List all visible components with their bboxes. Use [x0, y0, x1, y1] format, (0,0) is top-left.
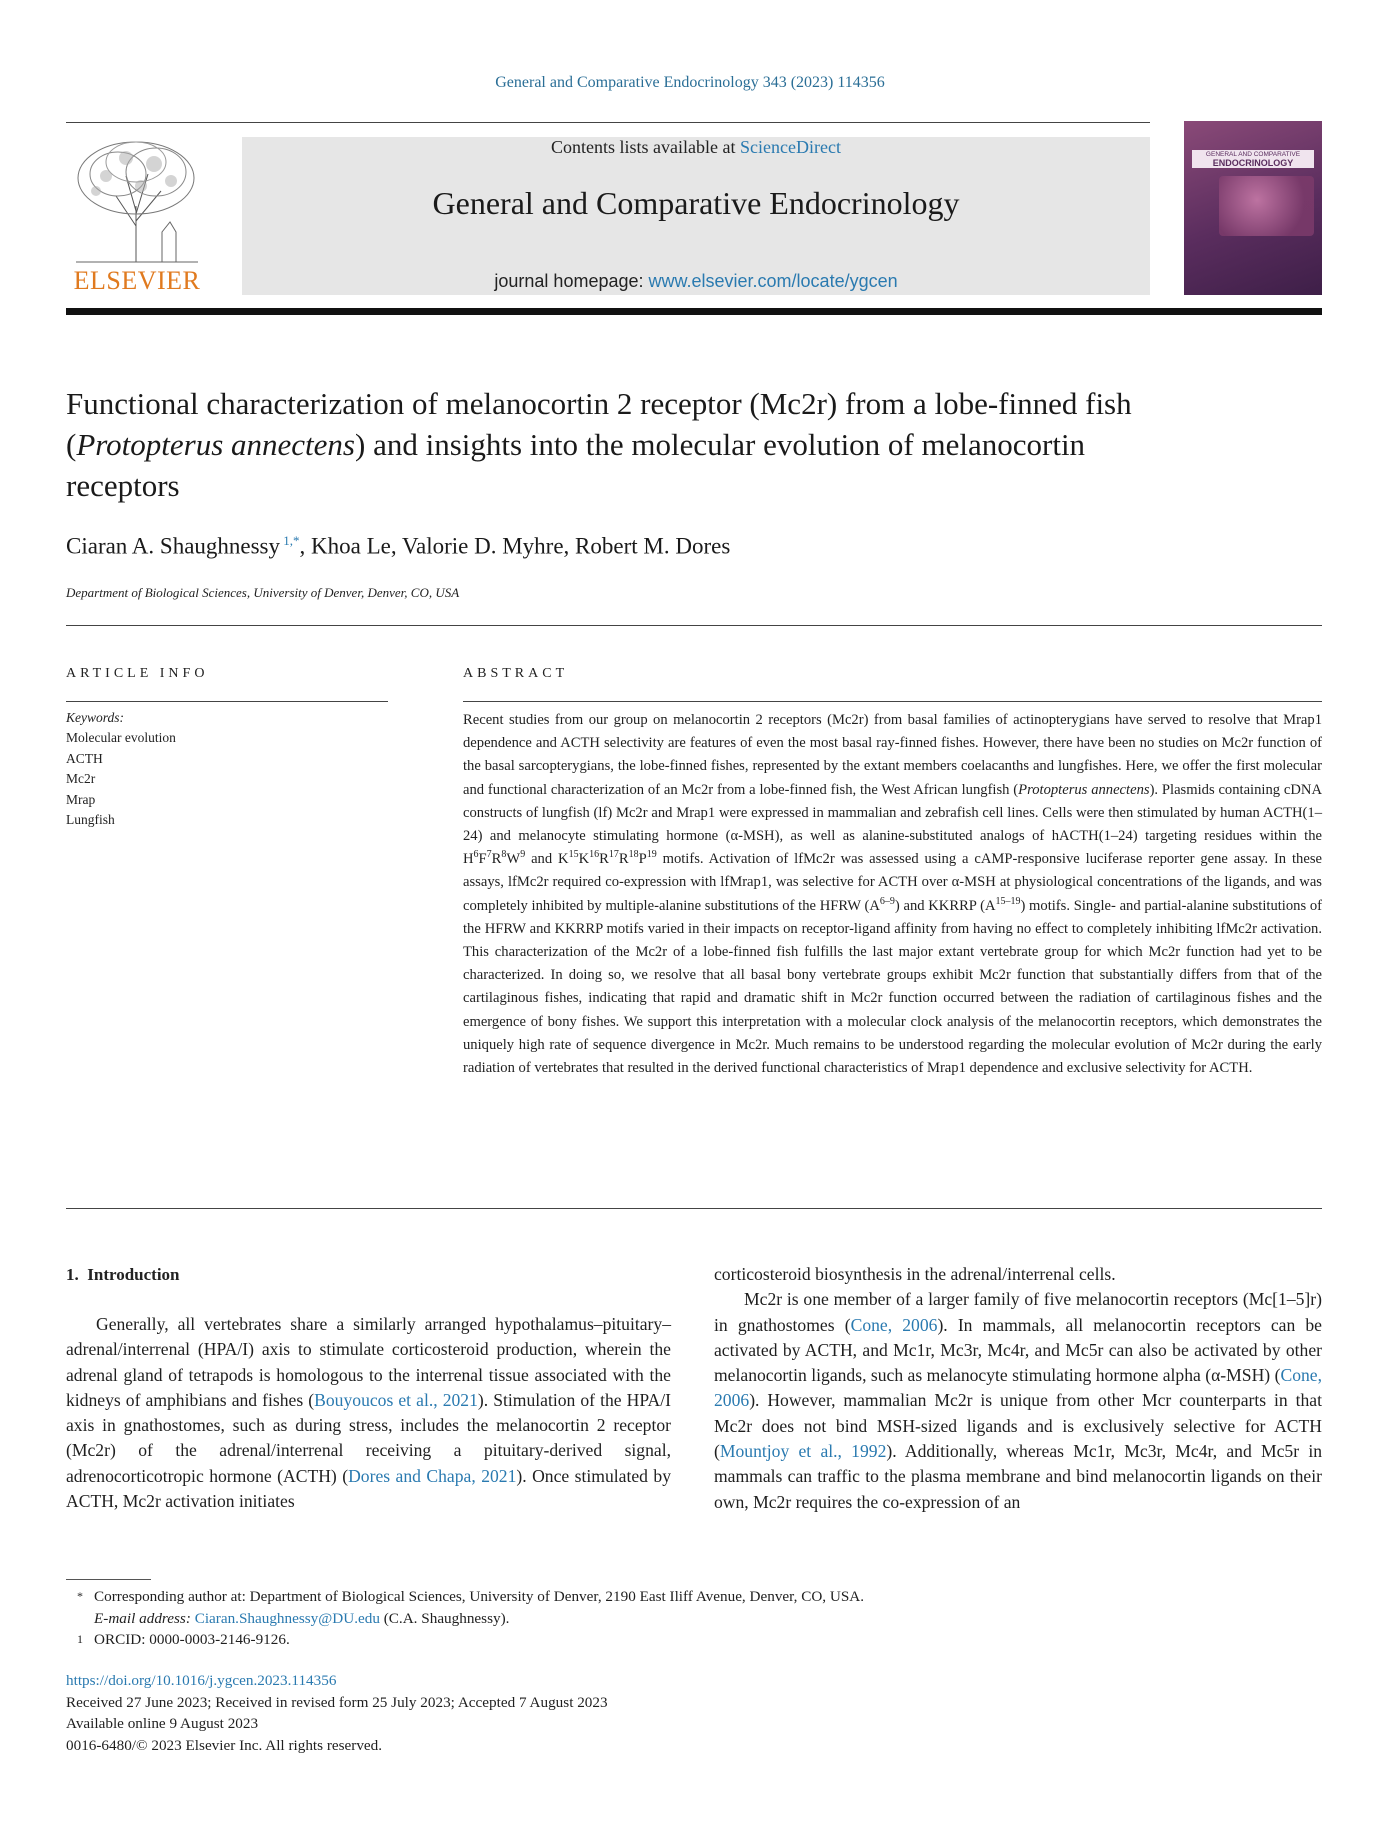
contents-line	[242, 137, 1150, 158]
abstract-text: ) motifs. Single- and partial-alanine substitutions of the HFRW and KKRRP motifs varied in their impacts on receptor-ligand affinity from having no effect to completely inhibiting lfMc2r activation. This characterization of the Mc2r of a lobe-finned fish fulfills the last major extant vertebrate group for which Mc2r function had yet to be characterized. In doing so, we resolve that all basal bony vertebrate groups exhibit Mc2r function that substantially differs from that of the cartilaginous fishes, indicating that rapid and dramatic shift in Mc2r function occurred between the radiation of cartilaginous fishes and the emergence of bony fishes. We support this interpretation with a molecular clock analysis of the melanocortin receptors, which demonstrates the uniquely high rate of sequence divergence in Mc2r. Much remains to be understood regarding the molecular evolution of Mc2r during the early radiation of vertebrates that resulted in the derived functional characteristics of Mrap1 dependence and exclusive selectivity for ACTH.	[463, 897, 1322, 1077]
keyword: Mrap	[66, 791, 96, 807]
journal-masthead	[242, 137, 1150, 295]
elsevier-wordmark: ELSEVIER	[73, 266, 201, 295]
abstract-heading: ABSTRACT	[463, 666, 569, 681]
cover-line1: GENERAL AND COMPARATIVE	[1205, 151, 1301, 158]
keyword: ACTH	[66, 750, 103, 766]
footnote-rule	[66, 1579, 151, 1580]
homepage-prefix: journal homepage:	[494, 271, 649, 291]
journal-title: General and Comparative Endocrinology	[432, 185, 960, 221]
cover-title-box	[1192, 150, 1314, 168]
keyword: Mc2r	[66, 771, 96, 786]
author-name[interactable]: Khoa Le	[311, 533, 391, 559]
title-species: Protopterus annectens	[76, 427, 355, 462]
footnote-corresponding: * Corresponding author at: Department of Biological Sciences, University of Denver, 2190 East Iliff Avenue, Denver, CO, USA.	[77, 1588, 865, 1605]
received-dates: Received 27 June 2023; Received in revised form 25 July 2023; Accepted 7 August 2023	[66, 1693, 608, 1711]
citation-link[interactable]: Mountjoy et al., 1992	[719, 1441, 887, 1462]
author-name[interactable]: Ciaran A. Shaughnessy	[66, 533, 281, 559]
journal-cover-thumbnail[interactable]	[1184, 121, 1322, 295]
homepage-line	[242, 271, 1150, 292]
author-marks[interactable]: 1,*	[283, 533, 300, 548]
section-heading-introduction: 1. Introduction	[66, 1265, 180, 1284]
intro-right-column	[714, 1262, 1322, 1515]
title-part2: ) and insights into the molecular evolution of melanocortin receptors	[66, 427, 1086, 503]
tree-emblem-icon	[66, 136, 208, 264]
front-matter	[66, 1670, 608, 1756]
copyright: 0016-6480/© 2023 Elsevier Inc. All rights reserved.	[66, 1736, 383, 1754]
keyword: Lungfish	[66, 812, 115, 827]
intro-paragraph: Generally, all vertebrates share a similarly arranged hypothalamus–pituitary–adrenal/interrenal (HPA/I) axis to stimulate corticosteroid production, wherein the adrenal gland of tetrapods is homologous to the interrenal tissue associated with the kidneys of amphibians and fishes (Bouyoucos et al., 2021). Stimulation of the HPA/I axis in gnathostomes, such as during stress, includes the melanocortin 2 receptor (Mc2r) of the adrenal/interrenal receiving a pituitary-derived signal, adrenocorticotropic hormone (ACTH) (Dores and Chapa, 2021). Once stimulated by ACTH, Mc2r activation initiates	[66, 1314, 671, 1512]
header-rule	[66, 122, 1150, 123]
cover-line2: ENDOCRINOLOGY	[1212, 158, 1294, 168]
citation-link[interactable]: Bouyoucos et al., 2021	[314, 1389, 478, 1410]
contents-prefix: Contents lists available at	[551, 137, 740, 157]
citation-link[interactable]: Cone, 2006	[850, 1314, 938, 1335]
abstract-text: ) and KKRRP (A	[894, 897, 996, 914]
keywords-list	[66, 728, 176, 831]
author-list: Ciaran A. Shaughnessy $^{1,*}$, Khoa Le, Valorie D. Myhre, Robert M. Dores	[66, 533, 731, 559]
title-part1: Functional characterization of melanocortin 2 receptor (Mc2r) from a lobe-finned fish (	[66, 386, 1132, 462]
author-name[interactable]: Robert M. Dores	[575, 533, 731, 559]
citation-link[interactable]: Cone, 2006	[714, 1365, 1322, 1411]
footnote-orcid: 1 ORCID: 0000-0003-2146-9126.	[77, 1631, 290, 1648]
affiliation: Department of Biological Sciences, University of Denver, Denver, CO, USA	[66, 585, 460, 600]
paper-title	[66, 383, 1146, 506]
abstract-text: motifs. Activation of lfMc2r was assessed using a cAMP-responsive luciferase reporter gene assay. In these assays, lfMc2r required co-expression with lfMrap1, was selective for ACTH over α-MSH at physiological concentrations of the ligands, and was completely inhibited by multiple-alanine substitutions of the HFRW (A	[463, 851, 1322, 914]
author-name[interactable]: Valorie D. Myhre	[401, 533, 564, 559]
section-rule	[66, 625, 1322, 626]
doi-link[interactable]: https://doi.org/10.1016/j.ygcen.2023.114356	[66, 1672, 337, 1689]
homepage-link[interactable]: www.elsevier.com/locate/ygcen	[648, 271, 898, 291]
header-thick-rule	[66, 308, 1322, 315]
intro-paragraph: Mc2r is one member of a larger family of five melanocortin receptors (Mc[1–5]r) in gnathostomes (Cone, 2006). In mammals, all melanocortin receptors can be activated by ACTH, and Mc1r, Mc3r, Mc4r, and Mc5r can also be activated by other melanocortin ligands, such as melanocyte stimulating hormone alpha (α-MSH) (Cone, 2006). However, mammalian Mc2r is unique from other Mcr counterparts in that Mc2r does not bind MSH-sized ligands and is exclusively selective for ACTH (Mountjoy et al., 1992). Additionally, whereas Mc1r, Mc3r, Mc4r, and Mc5r in mammals can traffic to the plasma membrane and bind melanocortin ligands on their own, Mc2r requires the co-expression of an	[714, 1289, 1323, 1512]
journal-reference[interactable]: General and Comparative Endocrinology 343 (2023) 114356	[495, 74, 885, 91]
article-info-rule	[66, 701, 388, 702]
available-date: Available online 9 August 2023	[66, 1715, 259, 1732]
sciencedirect-link[interactable]: ScienceDirect	[740, 137, 841, 157]
cover-image	[1219, 176, 1314, 236]
keywords-label: Keywords:	[66, 710, 124, 725]
intro-paragraph: corticosteroid biosynthesis in the adrenal/interrenal cells.	[714, 1264, 1116, 1284]
abstract-rule	[463, 701, 1322, 702]
abstract-text: Recent studies from our group on melanocortin 2 receptors (Mc2r) from basal families of actinopterygians have served to resolve that Mrap1 dependence and ACTH selectivity are features of even the most basal ray-finned fishes. However, there have been no studies on Mc2r function of the basal sarcopterygians, the lobe-finned fishes, represented by the extant members coelacanths and lungfishes. Here, we offer the first molecular and functional characterization of an Mc2r from a lobe-finned fish, the West African lungfish (	[463, 712, 1322, 798]
abstract-species: Protopterus annectens	[1018, 781, 1150, 798]
intro-left-column	[66, 1312, 671, 1514]
citation-link[interactable]: Dores and Chapa, 2021	[348, 1465, 517, 1486]
abstract-text: ). Plasmids containing cDNA constructs of lungfish (lf) Mc2r and Mrap1 were expressed in mammalian and zebrafish cell lines. Cells were then stimulated by human ACTH(1–24) and melanocyte stimulating hormone (α-MSH), as well as alanine-substituted analogs of hACTH(1–24) targeting residues within the H	[463, 781, 1322, 868]
keyword: Molecular evolution	[66, 730, 176, 745]
elsevier-logo[interactable]	[66, 136, 208, 296]
footnotes	[66, 1586, 1166, 1651]
email-link[interactable]: Ciaran.Shaughnessy@DU.edu	[194, 1609, 380, 1627]
abstract-bottom-rule	[66, 1208, 1322, 1209]
footnote-email: E-mail address: Ciaran.Shaughnessy@DU.edu (C.A. Shaughnessy).	[94, 1609, 510, 1627]
article-info-heading: ARTICLE INFO	[66, 666, 209, 681]
abstract-body: Recent studies from our group on melanocortin 2 receptors (Mc2r) from basal families of actinopterygians have served to resolve that Mrap1 dependence and ACTH selectivity are features of even the most basal ray-finned fishes. However, there have been no studies on Mc2r function of the basal sarcopterygians, the lobe-finned fishes, represented by the extant members coelacanths and lungfishes. Here, we offer the first molecular and functional characterization of an Mc2r from a lobe-finned fish, the West African lungfish (Protopterus annectens). Plasmids containing cDNA constructs of lungfish (lf) Mc2r and Mrap1 were expressed in mammalian and zebrafish cell lines. Cells were then stimulated by human ACTH(1–24) and melanocyte stimulating hormone (α-MSH), as well as alanine-substituted analogs of hACTH(1–24) targeting residues within the $H^6F^7R^8W^9$ and $K^{15}K^{16}R^{17}R^{18}P^{19}$ motifs. Activation of lfMc2r was assessed using a cAMP-responsive luciferase reporter gene assay. In these assays, lfMc2r required co-expression with lfMrap1, was selective for ACTH over α-MSH at physiological concentrations of the ligands, and was completely inhibited by multiple-alanine substitutions of the HFRW $(A^{6-9})$ and KKRRP $(A^{15-19})$ motifs. Single- and partial-alanine substitutions of the HFRW and KKRRP motifs varied in their impacts on receptor-ligand affinity from having no effect to completely inhibiting lfMc2r activation. This characterization of the Mc2r of a lobe-finned fish fulfills the last major extant vertebrate group for which Mc2r function had yet to be characterized. In doing so, we resolve that all basal bony vertebrate groups exhibit Mc2r function that substantially differs from that of the cartilaginous fishes, indicating that rapid and dramatic shift in Mc2r function occurred between the radiation of cartilaginous fishes and the emergence of bony fishes. We support this interpretation with a molecular clock analysis of the melanocortin receptors, which demonstrates the uniquely high rate of sequence divergence in Mc2r. Much remains to be understood regarding the molecular evolution of Mc2r during the early radiation of vertebrates that resulted in the derived functional characteristics of Mrap1 dependence and exclusive selectivity for ACTH.	[463, 712, 1322, 1077]
